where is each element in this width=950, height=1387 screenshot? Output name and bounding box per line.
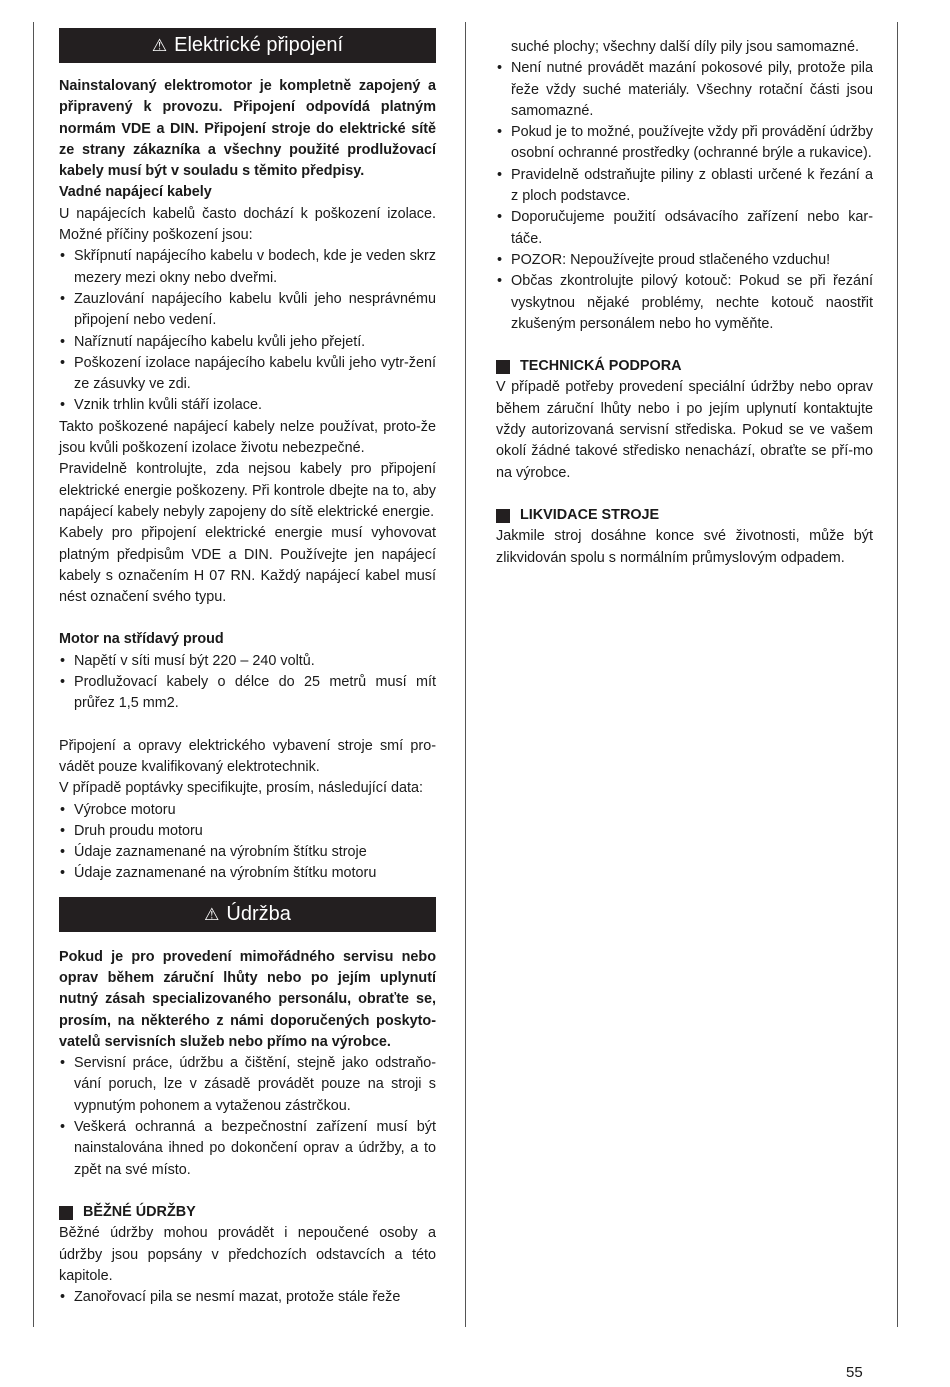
column-rule-center	[465, 22, 466, 1327]
list-item: • Druh proudu motoru	[59, 821, 436, 842]
list-item: • Prodlužovací kabely o délce do 25 metrů musí mít průřez 1,5 mm2.	[59, 672, 436, 715]
routine-maintenance-heading-text: BĚŽNÉ ÚDRŽBY	[83, 1203, 196, 1220]
routine-maintenance-text: Běžné údržby mohou provádět i nepoučené osoby a údržby jsou popsány v předchozích odstavcích a této kapitole.	[59, 1225, 436, 1284]
section-square-icon	[496, 360, 510, 374]
right-column	[496, 37, 873, 569]
list-item: • Není nutné provádět mazání pokosové pily, protože pila řeže vždy suché materiály. Všechny rotační části jsou samomazné.	[496, 58, 873, 122]
inquiry-data-text: V případě poptávky specifikujte, prosím, následující data:	[59, 780, 423, 797]
section-square-icon	[59, 1206, 73, 1220]
maintenance-title: Údržba	[226, 902, 291, 925]
list-item: • Doporučujeme použití odsávacího zařízení nebo kar-táče.	[496, 207, 873, 250]
electrical-connection-title: Elektrické připojení	[174, 33, 344, 56]
disposal-heading	[496, 505, 873, 526]
damaged-cables-warning: Takto poškozené napájecí kabely nelze používat, proto-že jsou kvůli poškození izolace životu nebezpečné.	[59, 418, 436, 457]
routine-maintenance-list	[59, 1287, 436, 1308]
warning-triangle-icon: ⚠	[204, 904, 220, 924]
list-item: • Občas zkontrolujte pilový kotouč: Pokud se při řezání vyskytnou nějaké problémy, nechte kotouč naostřit zkušeným personálem nebo ho vyměňte.	[496, 271, 873, 335]
list-item: • Servisní práce, údržbu a čištění, stejně jako odstraňo-vání poruch, lze v zásadě provádět pouze na stroji s vypnutým pohonem a vytaženou zástrčkou.	[59, 1053, 436, 1117]
technical-support-text: V případě potřeby provedení speciální údržby nebo oprav během záruční lhůty nebo i po jejím uplynutí kontaktujte vždy autorizovaná servisní střediska. Pokud se ve vašem okolí žádné takové středisko nenachází, obraťte se pří-mo na výrobce.	[496, 379, 873, 481]
list-item: • Poškození izolace napájecího kabelu kvůli jeho vytr-žení ze zásuvky ve zdi.	[59, 353, 436, 396]
cable-standards-text: Kabely pro připojení elektrické energie musí vyhovovat platným předpisům VDE a DIN. Používejte jen napájecí kabely s označením H 07 RN. Každý napájecí kabel musí nést označení svého typu.	[59, 525, 436, 606]
maintenance-list	[59, 1053, 436, 1181]
faulty-cables-text: U napájecích kabelů často dochází k poškození izolace. Možné příčiny poškození jsou:	[59, 205, 436, 244]
faulty-cables-list	[59, 246, 436, 416]
maintenance-tips-list	[496, 58, 873, 335]
technical-support-heading	[496, 356, 873, 377]
column-rule-left	[33, 22, 34, 1327]
column-rule-right	[897, 22, 898, 1327]
list-item: • Veškerá ochranná a bezpečnostní zařízení musí být nainstalována ihned po dokončení oprav a údržby, a to zpět na své místo.	[59, 1117, 436, 1181]
list-item: • Údaje zaznamenané na výrobním štítku stroje	[59, 842, 436, 863]
list-item: • Pokud je to možné, používejte vždy při provádění údržby osobní ochranné prostředky (ochranné brýle a rukavice).	[496, 122, 873, 165]
list-item: • Naříznutí napájecího kabelu kvůli jeho přejetí.	[59, 332, 436, 353]
repair-qualification-text: Připojení a opravy elektrického vybavení stroje smí pro-vádět pouze kvalifikovaný elektrotechnik.	[59, 737, 436, 775]
page-number: 55	[846, 1364, 863, 1381]
list-item: • Zanořovací pila se nesmí mazat, protože stále řeže	[59, 1287, 436, 1308]
inquiry-data-list	[59, 800, 436, 885]
continued-text: suché plochy; všechny další díly pily jsou samomazné.	[511, 39, 859, 55]
faulty-cables-heading: Vadné napájecí kabely	[59, 184, 212, 201]
maintenance-intro: Pokud je pro provedení mimořádného servisu nebo oprav během záruční lhůty nebo po jejím uplynutí nutný zásah specializovaného personálu, obraťte se, prosím, na některého z námi doporučených poskyto-vatelů servisních služeb nebo přímo na výrobce.	[59, 948, 436, 1050]
ac-motor-heading: Motor na střídavý proud	[59, 631, 224, 648]
list-item: • Zauzlování napájecího kabelu kvůli jeho nesprávnému připojení nebo vedení.	[59, 289, 436, 332]
list-item: • Skřípnutí napájecího kabelu v bodech, kde je veden skrz mezery mezi okny nebo dveřmi.	[59, 246, 436, 289]
ac-motor-list	[59, 651, 436, 715]
list-item: • Pravidelně odstraňujte piliny z oblasti určené k řezání a z ploch podstavce.	[496, 165, 873, 208]
list-item: • Vznik trhlin kvůli stáří izolace.	[59, 395, 436, 416]
list-item: • Výrobce motoru	[59, 800, 436, 821]
technical-support-heading-text: TECHNICKÁ PODPORA	[520, 358, 682, 375]
disposal-text: Jakmile stroj dosáhne konce své životnosti, může být zlikvidován spolu s normálním průmyslovým odpadem.	[496, 528, 873, 566]
disposal-heading-text: LIKVIDACE STROJE	[520, 506, 660, 523]
electrical-intro: Nainstalovaný elektromotor je kompletně zapojený a připravený k provozu. Připojení odpovídá platným normám VDE a DIN. Připojení stroje do elektrické sítě ze strany zákazníka a všechny použité prodlužovací kabely musí být v souladu s těmito předpisy.	[59, 78, 436, 180]
left-column	[59, 28, 436, 1308]
list-item: • Údaje zaznamenané na výrobním štítku motoru	[59, 863, 436, 884]
routine-maintenance-heading	[59, 1202, 436, 1223]
list-item: • POZOR: Nepoužívejte proud stlačeného vzduchu!	[496, 250, 873, 271]
list-item: • Napětí v síti musí být 220 – 240 voltů.	[59, 651, 436, 672]
electrical-connection-banner	[59, 28, 436, 63]
warning-triangle-icon: ⚠	[151, 35, 168, 55]
section-square-icon	[496, 509, 510, 523]
maintenance-banner	[59, 897, 436, 932]
cable-check-text: Pravidelně kontrolujte, zda nejsou kabely pro připojení elektrické energie poškozeny. Při kontrole dbejte na to, aby napájecí kabely nebyly zapojeny do sítě elektrické energie.	[59, 461, 436, 520]
